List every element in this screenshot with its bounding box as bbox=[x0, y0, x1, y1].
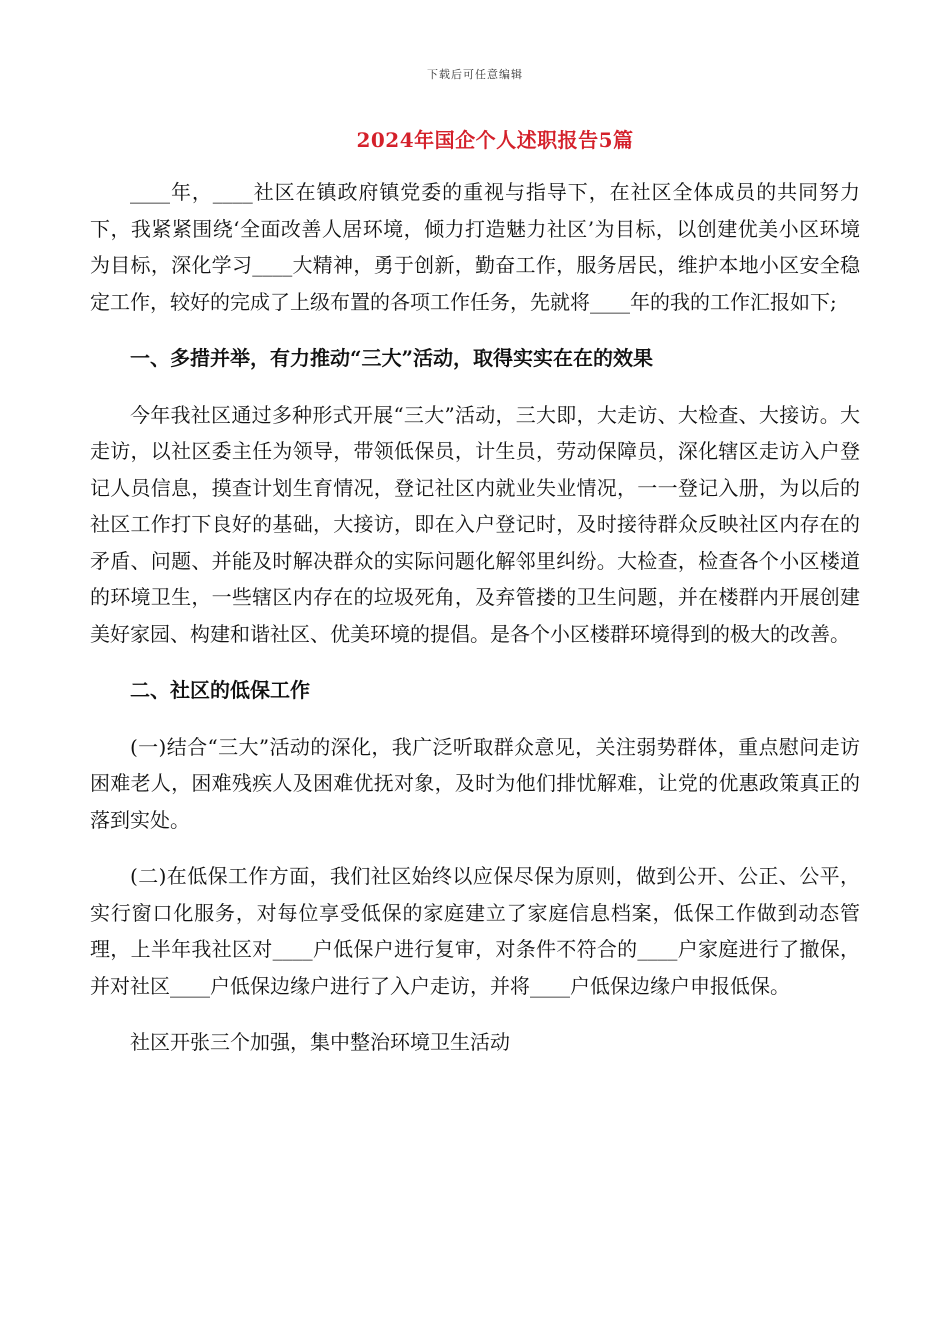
section-1-paragraph: 今年我社区通过多种形式开展“三大”活动，三大即，大走访、大检查、大接访。大走访，以社区委主任为领导，带领低保员，计生员，劳动保障员，深化辖区走访入户登记人员信息，摸查计划生育情况，登记社区内就业失业情况，一一登记入册，为以后的社区工作打下良好的基础，大接访，即在入户登记时，及时接待群众反映社区内存在的矛盾、问题、并能及时解决群众的实际问题化解邻里纠纷。大检查，检查各个小区楼道的环境卫生，一些辖区内存在的垃圾死角，及弃管搂的卫生问题，并在楼群内开展创建美好家园、构建和谐社区、优美环境的提倡。是各个小区楼群环境得到的极大的改善。 bbox=[90, 402, 860, 646]
section-2-paragraph-1: (一)结合“三大”活动的深化，我广泛听取群众意见，关注弱势群体，重点慰问走访困难老人，困难残疾人及困难优抚对象，及时为他们排忧解难，让党的优惠政策真正的落到实处。 bbox=[90, 734, 860, 832]
section-2-paragraph-2: (二)在低保工作方面，我们社区始终以应保尽保为原则，做到公开、公正、公平，实行窗口化服务，对每位享受低保的家庭建立了家庭信息档案，低保工作做到动态管理，上半年我社区对____户低保户进行复审，对条件不符合的____户家庭进行了撤保，并对社区____户低保边缘户进行了入户走访，并将____户低保边缘户申报低保。 bbox=[90, 864, 860, 998]
section-heading-1: 一、多措并举，有力推动“三大”活动，取得实实在在的效果 bbox=[130, 346, 654, 370]
section-2-paragraph-3: 社区开张三个加强，集中整治环境卫生活动 bbox=[130, 1030, 510, 1054]
intro-paragraph: ____年，____社区在镇政府镇党委的重视与指导下，在社区全体成员的共同努力下，我紧紧围绕‘全面改善人居环境，倾力打造魅力社区’为目标，以创建优美小区环境为目标，深化学习____大精神，勇于创新，勤奋工作，服务居民，维护本地小区安全稳定工作，较好的完成了上级布置的各项工作任务，先就将____年的我的工作汇报如下; bbox=[90, 180, 860, 314]
document-body bbox=[90, 174, 860, 1061]
document-title: 2024年国企个人述职报告5篇 bbox=[356, 128, 634, 152]
section-heading-2: 二、社区的低保工作 bbox=[130, 678, 310, 702]
header-note: 下载后可任意编辑 bbox=[427, 68, 523, 81]
